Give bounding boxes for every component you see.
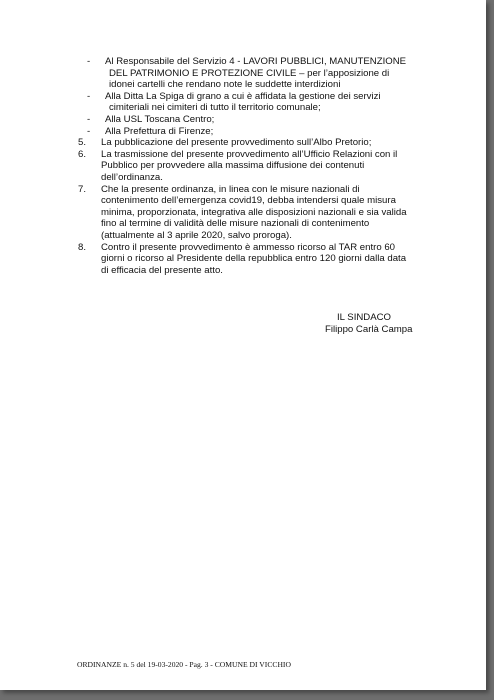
text-line: di efficacia del presente atto.	[101, 264, 223, 276]
text-line: contenimento dell’emergenza covid19, debba intendersi quale misura	[101, 195, 396, 207]
signature-block	[325, 312, 412, 335]
list-marker: -	[87, 90, 91, 102]
list-marker: -	[87, 56, 91, 67]
list-marker: -	[87, 113, 91, 125]
text-line: Alla Ditta La Spiga di grano a cui è affidata la gestione dei servizi	[105, 90, 381, 102]
list-marker: 8.	[78, 241, 87, 253]
text-line: Alla USL Toscana Centro;	[105, 113, 215, 125]
text-line: fino al termine di validità delle misure nazionali di contenimento	[101, 218, 370, 230]
list-item	[78, 137, 438, 149]
list-item-text	[101, 242, 438, 277]
list-item-text	[101, 184, 438, 242]
text-line: La trasmissione del presente provvedimento all’Ufficio Relazioni con il	[101, 148, 398, 160]
list-item	[78, 114, 438, 126]
list-item-text	[101, 137, 438, 149]
text-line: (attualmente al 3 aprile 2020, salvo proroga).	[101, 229, 292, 241]
list-item	[78, 126, 438, 138]
page-footer: ORDINANZE n. 5 del 19-03-2020 - Pag. 3 - COMUNE DI VICCHIO	[77, 660, 291, 669]
text-line: La pubblicazione del presente provvedimento sull’Albo Pretorio;	[101, 137, 372, 149]
list-item-text	[101, 91, 438, 114]
text-line: Contro il presente provvedimento è ammesso ricorso al TAR entro 60	[101, 241, 395, 253]
text-line: Pubblico per provvedere alla massima diffusione dei contenuti	[101, 160, 365, 172]
text-line: idonei cartelli che rendano note le suddette interdizioni	[109, 79, 341, 91]
text-line: DEL PATRIMONIO E PROTEZIONE CIVILE – per l’apposizione di	[109, 67, 390, 79]
list-item-text	[101, 114, 438, 126]
text-line: giorni o ricorso al Presidente della repubblica entro 120 giorni dalla data	[101, 253, 407, 265]
signature-name: Filippo Carlà Campa	[325, 323, 413, 335]
text-line: Che la presente ordinanza, in linea con le misure nazionali di	[101, 183, 360, 195]
list-item	[78, 91, 438, 114]
ordinance-body	[78, 56, 438, 276]
list-item-text	[101, 56, 438, 91]
text-line: dell’ordinanza.	[101, 171, 163, 183]
list-marker: -	[87, 125, 91, 137]
text-line: minima, proporzionata, integrativa alle disposizioni nazionali e sia valida	[101, 206, 407, 218]
list-item	[78, 56, 438, 91]
signature-title: IL SINDACO	[337, 312, 392, 323]
list-item	[78, 242, 438, 277]
text-line: Alla Prefettura di Firenze;	[105, 125, 214, 137]
list-item	[78, 149, 438, 184]
list-marker: 6.	[78, 148, 87, 160]
list-item-text	[101, 149, 438, 184]
list-marker: 7.	[78, 183, 87, 195]
list-marker: 5.	[78, 137, 87, 149]
text-line: Al Responsabile del Servizio 4 - LAVORI PUBBLICI, MANUTENZIONE	[105, 56, 407, 67]
text-line: cimiteriali nei cimiteri di tutto il territorio comunale;	[109, 102, 321, 114]
list-item	[78, 184, 438, 242]
list-item-text	[101, 126, 438, 138]
